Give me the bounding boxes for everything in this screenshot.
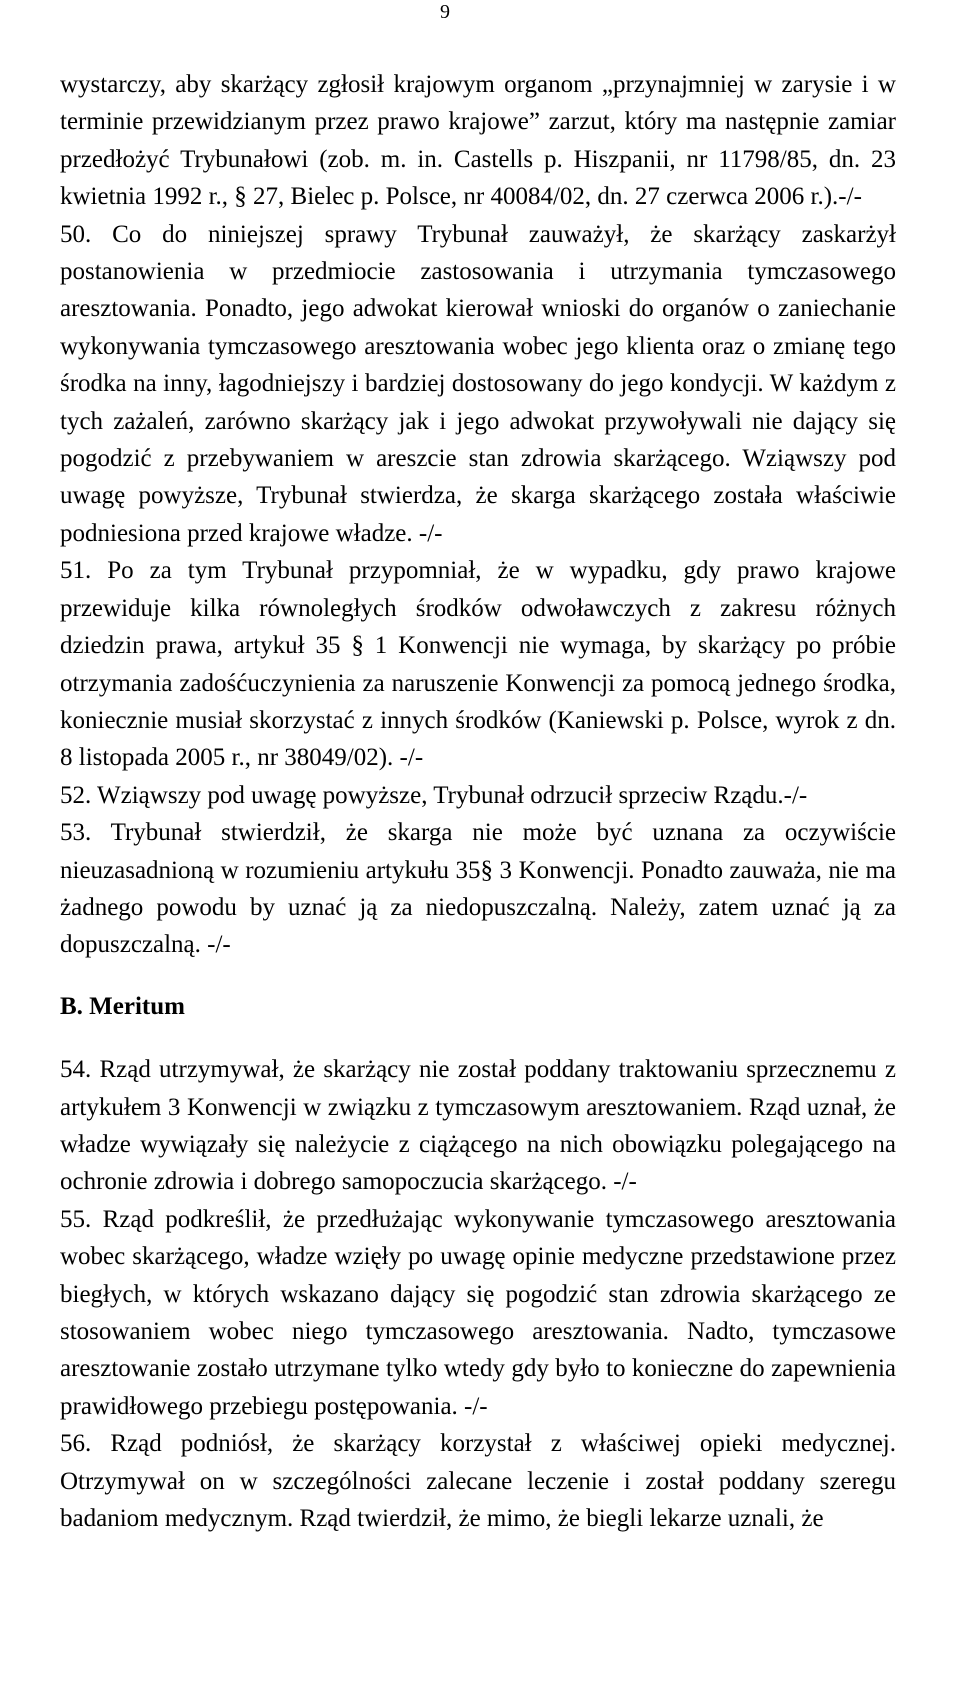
- paragraph-50: 50. Co do niniejszej sprawy Trybunał zauważył, że skarżący zaskarżył postanowienia w przedmiocie zastosowania i utrzymania tymczasowego aresztowania. Ponadto, jego adwokat kierował wnioski do organów o zaniechanie wykonywania tymczasowego aresztowania wobec jego klienta oraz o zmianę tego środka na inny, łagodniejszy i bardziej dostosowany do jego kondycji. W każdym z tych zażaleń, zarówno skarżący jak i jego adwokat przywoływali nie dający się pogodzić z przebywaniem w areszcie stan zdrowia skarżącego. Wziąwszy pod uwagę powyższe, Trybunał stwierdza, że skarga skarżącego została właściwie podniesiona przed krajowe władze. -/-: [60, 220, 896, 547]
- paragraph-51: 51. Po za tym Trybunał przypomniał, że w wypadku, gdy prawo krajowe przewiduje kilka równoległych środków odwoławczych z zakresu różnych dziedzin prawa, artykuł 35 § 1 Konwencji nie wymaga, by skarżący po próbie otrzymania zadośćuczynienia za naruszenie Konwencji za pomocą jednego środka, koniecznie musiał skorzystać z innych środków (Kaniewski p. Polsce, wyrok z dn. 8 listopada 2005 r., nr 38049/02). -/-: [60, 557, 896, 772]
- page-number: 9: [440, 1, 450, 23]
- section-heading-meritum: B. Meritum: [60, 992, 185, 1020]
- document-body: [60, 66, 896, 1537]
- paragraph-56: 56. Rząd podniósł, że skarżący korzystał z właściwej opieki medycznej. Otrzymywał on w szczególności zalecane leczenie i został poddany szeregu badaniom medycznym. Rząd twierdził, że mimo, że biegli lekarze uznali, że: [60, 1430, 896, 1533]
- paragraph-53: 53. Trybunał stwierdził, że skarga nie może być uznana za oczywiście nieuzasadnioną w rozumieniu artykułu 35§ 3 Konwencji. Ponadto zauważa, nie ma żadnego powodu by uznać ją za niedopuszczalną. Należy, zatem uznać ją za dopuszczalną. -/-: [60, 819, 896, 959]
- paragraph-55: 55. Rząd podkreślił, że przedłużając wykonywanie tymczasowego aresztowania wobec skarżącego, władze wzięły po uwagę opinie medyczne przedstawione przez biegłych, w których wskazano dający się pogodzić stan zdrowia skarżącego ze stosowaniem wobec niego tymczasowego aresztowania. Nadto, tymczasowe aresztowanie zostało utrzymane tylko wtedy gdy było to konieczne do zapewnienia prawidłowego przebiegu postępowania. -/-: [60, 1205, 896, 1420]
- paragraph-49-continued: wystarczy, aby skarżący zgłosił krajowym organom „przynajmniej w zarysie i w terminie przewidzianym przez prawo krajowe” zarzut, który ma następnie zamiar przedłożyć Trybunałowi (zob. m. in. Castells p. Hiszpanii, nr 11798/85, dn. 23 kwietnia 1992 r., § 27, Bielec p. Polsce, nr 40084/02, dn. 27 czerwca 2006 r.).-/-: [60, 71, 896, 211]
- paragraph-52: 52. Wziąwszy pod uwagę powyższe, Trybunał odrzucił sprzeciw Rządu.-/-: [60, 781, 808, 809]
- paragraph-54: 54. Rząd utrzymywał, że skarżący nie został poddany traktowaniu sprzecznemu z artykułem 3 Konwencji w związku z tymczasowym aresztowaniem. Rząd uznał, że władze wywiązały się należycie z ciążącego na nich obowiązku polegającego na ochronie zdrowia i dobrego samopoczucia skarżącego. -/-: [60, 1056, 896, 1196]
